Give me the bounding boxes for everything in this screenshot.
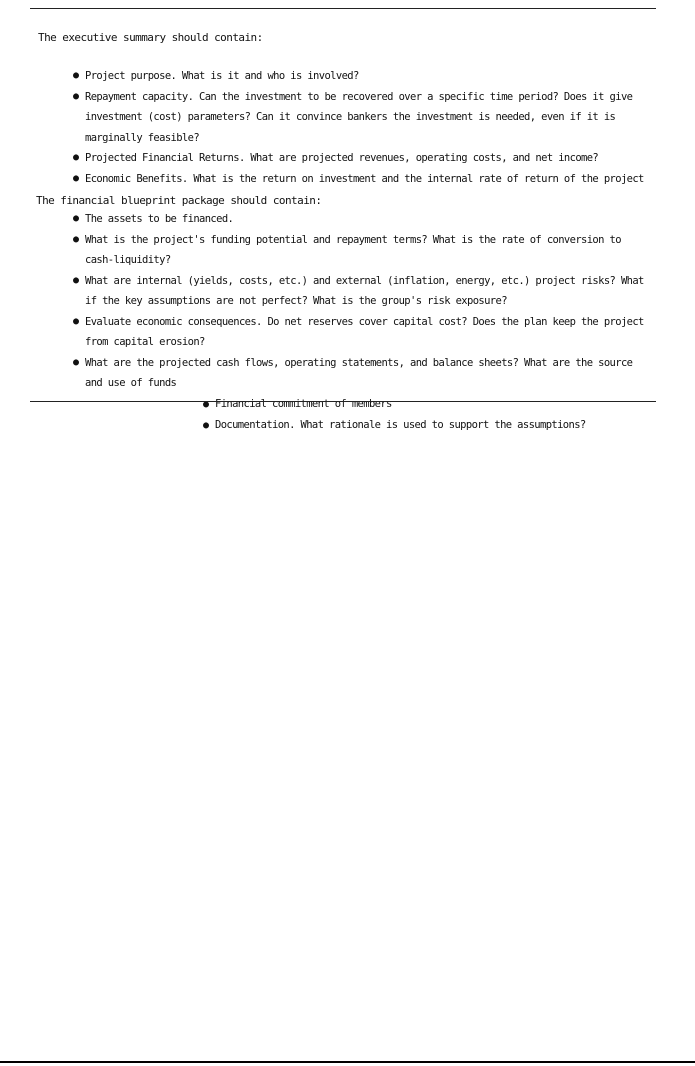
list-item	[0, 312, 655, 353]
sublist-item-text: Financial commitment of members	[215, 397, 392, 410]
bullet-icon: ●	[73, 274, 80, 286]
list-item-text: The assets to be financed.	[85, 213, 234, 225]
list-item-text: What is the project's funding potential and repayment terms? What is the rate of conversion to cash-liquidity?	[85, 233, 621, 266]
list-item	[0, 271, 655, 312]
financial-blueprint-intro: The financial blueprint package should contain:	[36, 194, 322, 207]
list-item-text: What are the projected cash flows, operating statements, and balance sheets? What are the source and use of funds	[85, 356, 633, 389]
list-item-text: Repayment capacity. Can the investment to be recovered over a specific time period? Does it give investment (cost) parameters? Can it convince bankers the investment is needed, even if it is marginally feasible?	[85, 90, 633, 144]
list-item	[0, 148, 655, 169]
bullet-icon: ●	[73, 70, 80, 81]
funds-sublist	[85, 394, 655, 436]
bullet-icon: ●	[73, 152, 80, 163]
list-item	[0, 230, 655, 271]
list-item-text: Economic Benefits. What is the return on investment and the internal rate of return of the project	[85, 172, 644, 185]
bullet-icon: ●	[73, 172, 80, 184]
bullet-icon: ●	[203, 419, 210, 431]
bullet-icon: ●	[73, 315, 80, 327]
list-item-text: Project purpose. What is it and who is involved?	[85, 70, 359, 82]
list-item	[0, 87, 655, 149]
sublist-item-text: Documentation. What rationale is used to support the assumptions?	[215, 418, 586, 431]
bullet-icon: ●	[73, 213, 80, 224]
top-rule	[30, 8, 656, 9]
bullet-icon: ●	[203, 398, 210, 410]
list-item	[0, 169, 655, 190]
list-item	[0, 209, 655, 230]
sublist-item	[85, 394, 695, 415]
executive-summary-intro: The executive summary should contain:	[38, 31, 263, 44]
list-item-text: What are internal (yields, costs, etc.) and external (inflation, energy, etc.) project risks? What if the key assumptions are not perfect? What is the group's risk exposure?	[85, 274, 644, 307]
section-end-rule	[30, 401, 656, 402]
bullet-icon: ●	[73, 90, 80, 102]
executive-summary-list	[0, 66, 655, 189]
list-item-text: Projected Financial Returns. What are projected revenues, operating costs, and net income?	[85, 152, 599, 164]
page-bottom-rule	[0, 1061, 695, 1063]
list-item	[0, 353, 655, 436]
sublist-item	[85, 415, 695, 436]
bullet-icon: ●	[73, 356, 80, 368]
list-item	[0, 66, 655, 87]
list-item-text: Evaluate economic consequences. Do net reserves cover capital cost? Does the plan keep the project from capital erosion?	[85, 315, 644, 348]
bullet-icon: ●	[73, 233, 80, 245]
